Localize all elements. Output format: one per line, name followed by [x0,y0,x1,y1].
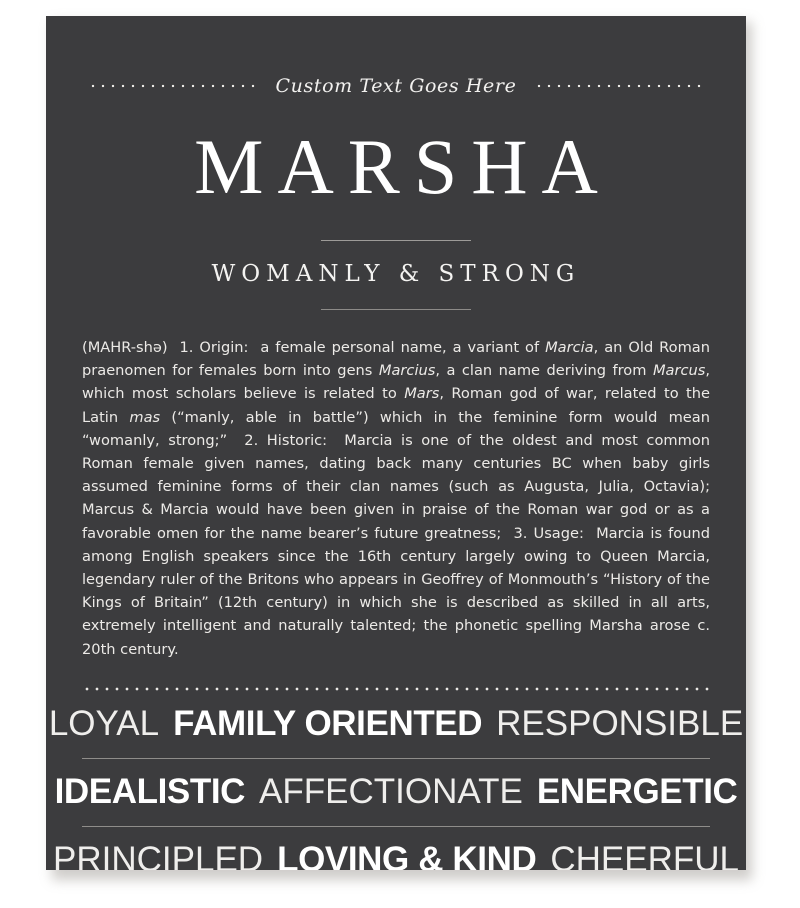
name-art-poster [46,16,746,870]
dotted-divider-right [534,84,704,88]
attribute-word: LOVING & KIND [277,839,537,870]
attribute-band-3 [53,827,739,870]
attribute-word: RESPONSIBLE [496,703,744,743]
rule-above-tagline [72,240,720,241]
attribute-band-2 [54,759,738,826]
attribute-word: PRINCIPLED [53,839,264,870]
definition-text: (MAHR-shə) 1. Origin: a female personal name, a variant of Marcia, an Old Roman praenomen for females born into gens Marcius, a clan name deriving from Marcus, which most scholars believe is related to Mars, Roman god of war, related to the Latin mas (“manly, able in battle”) which in the feminine form would mean “womanly, strong;” 2. Historic: Marcia is one of the oldest and most common Roman female given names, dating back many centuries BC when baby girls assumed feminine forms of their clan names (such as Augusta, Julia, Octavia); Marcus & Marcia would have been given in praise of the Roman war god or as a favorable omen for the name bearer’s future greatness; 3. Usage: Marcia is found among English speakers since the 16th century largely owing to Queen Marcia, legendary ruler of the Britons who appears in Geoffrey of Monmouth’s “History of the Kings of Britain” (12th century) in which she is described as skilled in all arts, extremely intelligent and naturally talented; the phonetic spelling Marsha arose c. 20th century. [82,339,710,658]
attribute-word: AFFECTIONATE [259,771,523,811]
attribute-word: ENERGETIC [536,771,738,811]
attribute-bands [48,687,744,870]
custom-text-row [72,50,720,122]
tagline: WOMANLY & STRONG [211,261,581,287]
attribute-band-1 [48,691,744,758]
page-title: MARSHA [194,123,612,210]
attribute-word: FAMILY ORIENTED [173,703,483,743]
rule-below-tagline [72,309,720,310]
custom-text: Custom Text Goes Here [275,75,517,97]
attribute-word: CHEERFUL [550,839,739,870]
attribute-word: LOYAL [48,703,160,743]
attribute-word: IDEALISTIC [54,771,246,811]
dotted-divider-left [88,84,258,88]
